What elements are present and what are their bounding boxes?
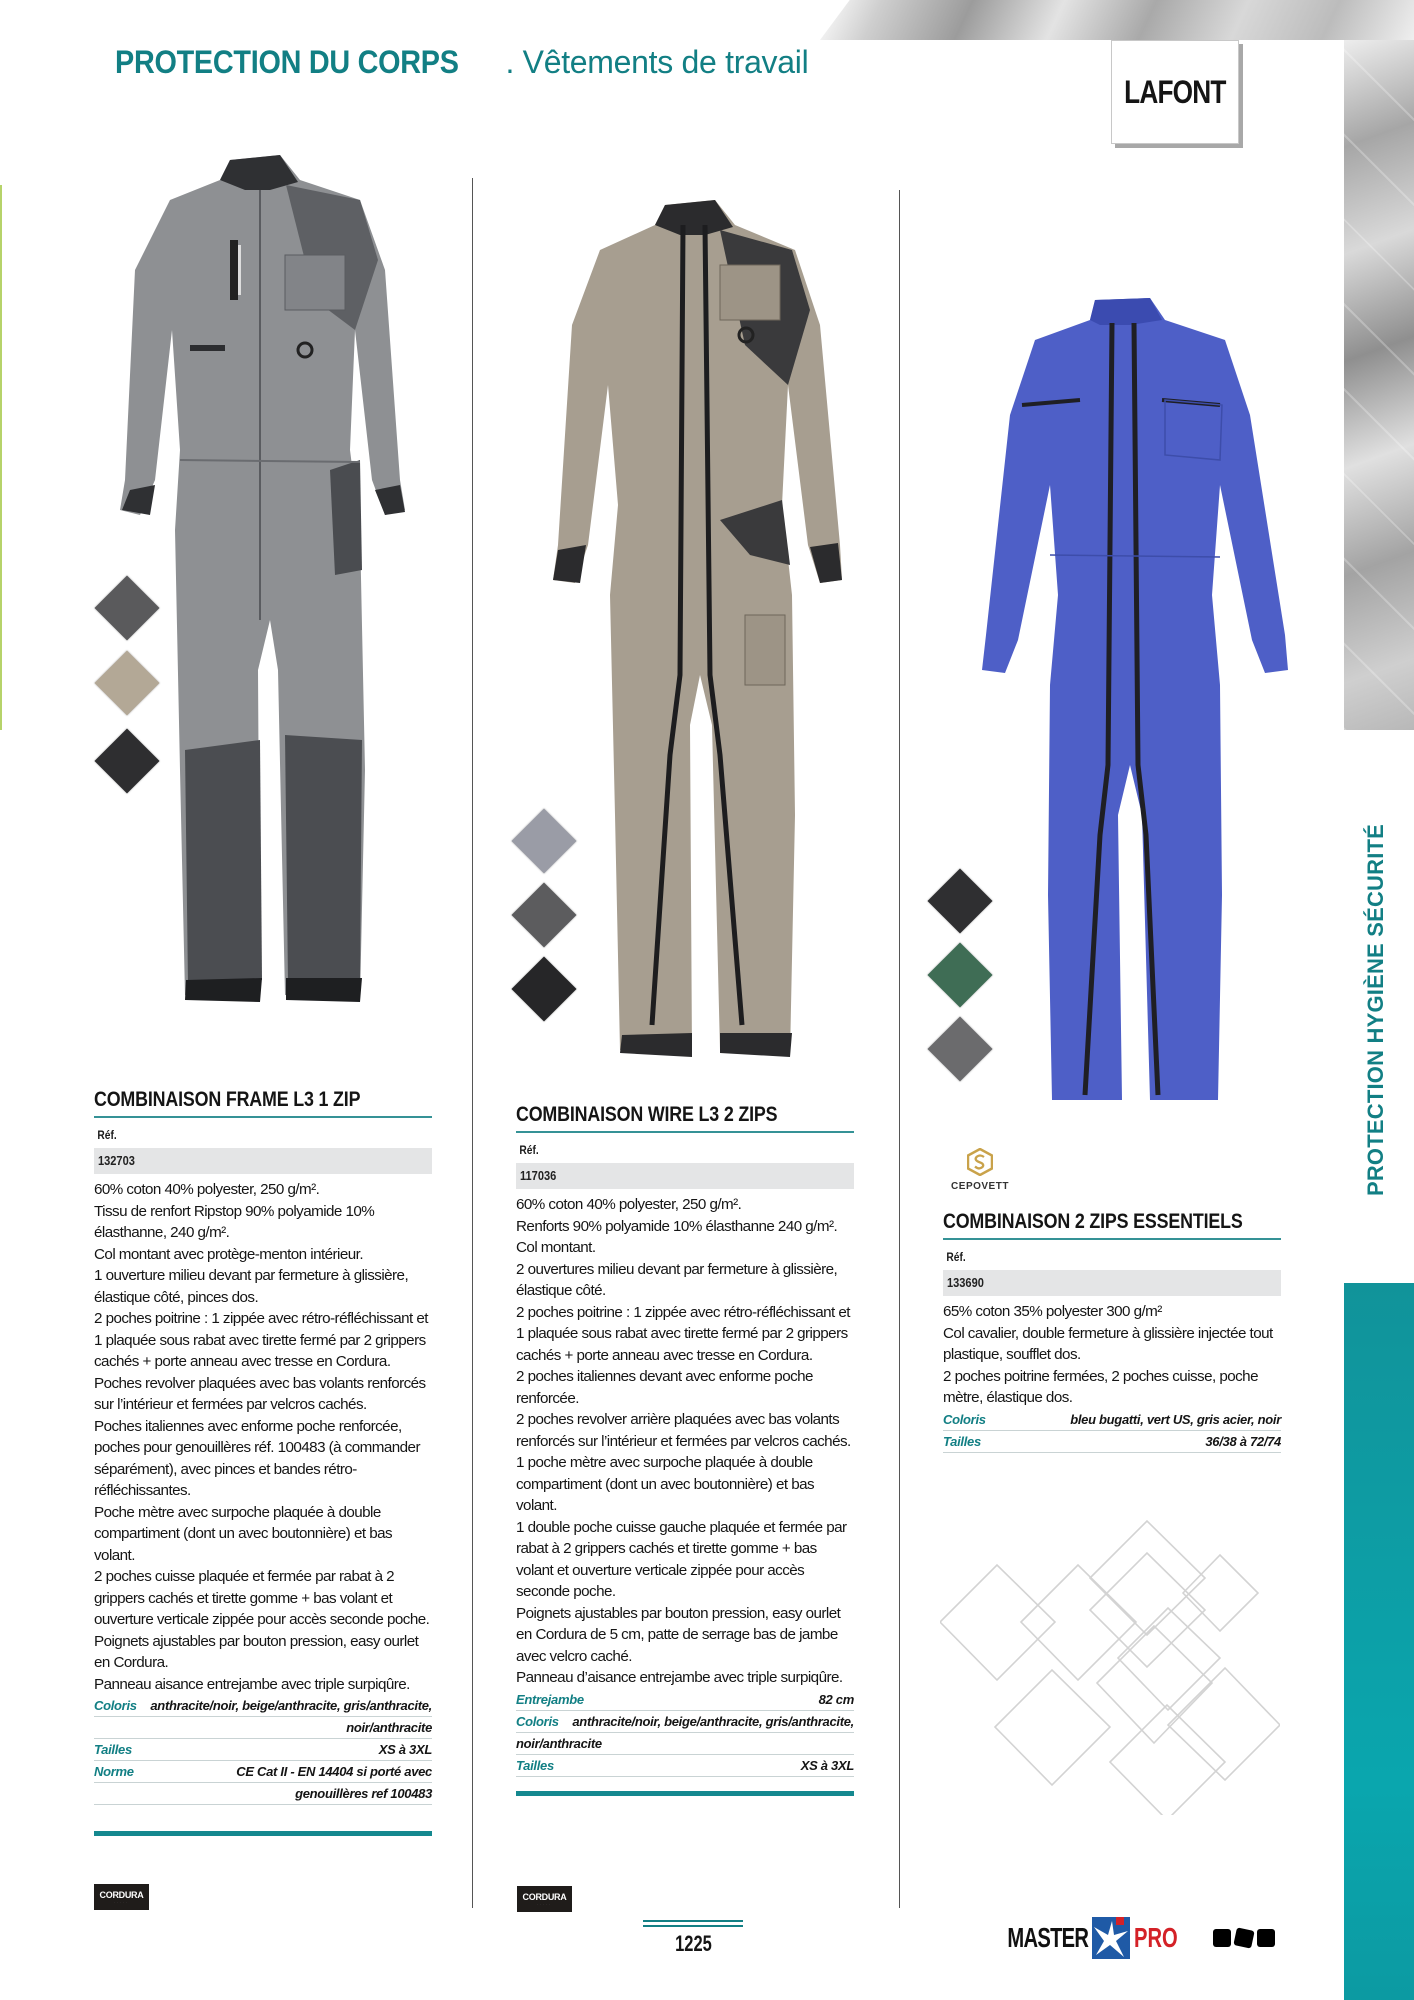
desc-line: 2 poches italiennes devant avec enforme poche renforcée. — [516, 1368, 813, 1407]
desc-line: 2 poches poitrine fermées, 2 poches cuisse, poche mètre, élastique dos. — [943, 1367, 1258, 1406]
product-card-essentiels — [943, 1210, 1281, 1453]
column-divider — [899, 190, 900, 1908]
brand-logo-cepovett — [945, 1148, 1015, 1192]
cordura-subtext: ····· — [114, 1900, 129, 1904]
spec-label: Tailles — [94, 1742, 132, 1757]
ref-label: Réf. — [519, 1143, 539, 1157]
masterpro-star-icon — [1092, 1917, 1130, 1959]
column-divider — [472, 178, 473, 1908]
section-end-bar — [94, 1831, 432, 1836]
ref-value: 117036 — [516, 1163, 854, 1189]
brand-name: LAFONT — [1124, 73, 1226, 110]
desc-line: 65% coton 35% polyester 300 g/m² — [943, 1303, 1162, 1320]
spec-label: Coloris — [943, 1411, 986, 1427]
spec-value: bleu bugatti, vert US, gris acier, noir — [1070, 1411, 1281, 1427]
spec-label: Coloris — [516, 1713, 559, 1729]
cordura-text: CORDURA — [522, 1892, 567, 1902]
spec-label: Entrejambe — [516, 1691, 584, 1707]
desc-line: 1 ouverture milieu devant par fermeture à glissière, élastique côté, pinces dos. — [94, 1267, 409, 1306]
cordura-badge — [517, 1886, 572, 1912]
desc-line: 60% coton 40% polyester, 250 g/m². — [516, 1196, 742, 1213]
brand-logo-lafont — [1111, 40, 1239, 144]
desc-line: Col montant. — [516, 1239, 596, 1256]
product-title: COMBINAISON FRAME L3 1 ZIP — [94, 1088, 361, 1111]
product-title: COMBINAISON 2 ZIPS ESSENTIELS — [943, 1210, 1243, 1233]
product-image-frame-coverall — [110, 150, 410, 1010]
spec-value: 82 cm — [818, 1691, 854, 1707]
brand-blocks-icon — [1213, 1929, 1275, 1947]
spec-coloris-continued: noir/anthracite — [516, 1733, 854, 1755]
desc-line: Panneau d’aisance entrejambe avec triple surpiqûre. — [516, 1669, 843, 1686]
spec-coloris-continued: noir/anthracite — [94, 1717, 432, 1739]
page-number-rule — [643, 1920, 743, 1927]
spec-coloris — [94, 1695, 432, 1717]
masterpro-left-text: MASTER — [1007, 1922, 1089, 1953]
spec-value: CE Cat II - EN 14404 si porté avec — [236, 1764, 432, 1779]
desc-line: Poches revolver plaquées avec bas volants renforcés sur l’intérieur et fermées par velcros cachés. — [94, 1374, 426, 1413]
desc-line: 2 ouvertures milieu devant par fermeture à glissière, élastique côté. — [516, 1260, 838, 1299]
desc-line: 1 poche mètre avec surpoche plaquée à double compartiment (dont un avec boutonnière) et bas volant. — [516, 1454, 815, 1514]
desc-line: Poignets ajustables par bouton pression, easy ourlet en Cordura de 5 cm, patte de serrage bas de jambe avec velcro caché. — [516, 1604, 841, 1665]
product-image-wire-coverall — [520, 195, 850, 1065]
product-card-frame — [94, 1088, 432, 1836]
ref-label: Réf. — [946, 1250, 966, 1264]
cepovett-hex-icon — [967, 1148, 993, 1176]
ref-value: 132703 — [94, 1148, 432, 1174]
masterpro-right-text: PRO — [1134, 1922, 1178, 1953]
spec-coloris — [943, 1409, 1281, 1431]
desc-line: Renforts 90% polyamide 10% élasthanne 240 g/m². — [516, 1217, 838, 1235]
spec-value: 36/38 à 72/74 — [1205, 1433, 1281, 1449]
desc-line: 2 poches poitrine : 1 zippée avec rétro-réfléchissant et 1 plaquée sous rabat avec tirette fermé par 2 grippers cachés + porte anneau avec tresse en Cordura. — [94, 1310, 428, 1370]
section-end-bar — [516, 1791, 854, 1796]
spec-tailles — [943, 1431, 1281, 1453]
desc-line: Panneau aisance entrejambe avec triple surpiqûre. — [94, 1675, 410, 1693]
spec-label: Tailles — [943, 1433, 981, 1449]
desc-line: 2 poches cuisse plaquée et fermée par rabat à 2 grippers cachés et tirette gomme + bas volant et ouverture verticale zippée pour accès seconde poche. — [94, 1568, 430, 1628]
spec-entrejambe — [516, 1689, 854, 1711]
left-edge-line — [0, 185, 2, 730]
spec-label: Coloris — [94, 1698, 137, 1713]
page-title-section: PROTECTION DU CORPS — [115, 44, 459, 80]
header-decoration — [820, 0, 1414, 40]
cordura-badge — [94, 1884, 149, 1910]
desc-line: Col montant avec protège-menton intérieur. — [94, 1245, 363, 1263]
page-title-separator: . — [496, 44, 523, 80]
product-description — [943, 1301, 1281, 1409]
cepovett-name: CEPOVETT — [951, 1181, 1009, 1192]
spec-value: XS à 3XL — [378, 1742, 432, 1757]
page-number-text: 1225 — [674, 1931, 712, 1956]
page-title — [115, 44, 808, 81]
spec-tailles — [94, 1739, 432, 1761]
spec-value: XS à 3XL — [800, 1757, 854, 1773]
desc-line: 2 poches revolver arrière plaquées avec bas volants renforcés sur l’intérieur et fermées par velcros cachés. — [516, 1411, 851, 1450]
cordura-subtext: ····· — [537, 1902, 552, 1906]
page-number — [643, 1920, 743, 1957]
spec-norme — [94, 1761, 432, 1783]
ref-value: 133690 — [943, 1270, 1281, 1296]
desc-line: 2 poches poitrine : 1 zippée avec rétro-réfléchissant et 1 plaquée sous rabat avec tirette fermé par 2 grippers cachés + porte anneau avec tresse en Cordura. — [516, 1303, 850, 1364]
masterpro-logo — [976, 1917, 1275, 1959]
page-title-subsection: Vêtements de travail — [522, 44, 809, 80]
side-category-text: PROTECTION HYGIÈNE SÉCURITÉ — [1363, 823, 1389, 1197]
desc-line: Poignets ajustables par bouton pression, easy ourlet en Cordura. — [94, 1632, 419, 1671]
product-title: COMBINAISON WIRE L3 2 ZIPS — [516, 1103, 778, 1126]
spec-label: Tailles — [516, 1757, 554, 1773]
cordura-text: CORDURA — [99, 1890, 144, 1900]
desc-line: Col cavalier, double fermeture à glissière injectée tout plastique, soufflet dos. — [943, 1324, 1273, 1363]
product-image-essentiels-coverall — [950, 295, 1290, 1110]
product-description — [516, 1194, 854, 1689]
desc-line: Poche mètre avec surpoche plaquée à double compartiment (dont un avec boutonnière) et bas volant. — [94, 1503, 393, 1564]
spec-coloris — [516, 1711, 854, 1733]
desc-line: 60% coton 40% polyester, 250 g/m². — [94, 1181, 320, 1198]
desc-line: Tissu de renfort Ripstop 90% polyamide 10% élasthanne, 240 g/m². — [94, 1202, 375, 1241]
spec-label: Norme — [94, 1764, 134, 1779]
side-teal-bar — [1344, 1283, 1414, 2000]
spec-tailles — [516, 1755, 854, 1777]
desc-line: 1 double poche cuisse gauche plaquée et fermée par rabat à 2 grippers cachés et tirette gomme + bas volant et ouverture verticale zippée pour accès seconde poche. — [516, 1518, 847, 1600]
product-description — [94, 1179, 432, 1695]
decorative-diamond-pattern — [940, 1515, 1280, 1815]
spec-norme-continued: genouillères ref 100483 — [94, 1783, 432, 1805]
side-decoration — [1344, 40, 1414, 730]
ref-label: Réf. — [97, 1128, 117, 1142]
product-card-wire — [516, 1103, 854, 1796]
desc-line: Poches italiennes avec enforme poche renforcée, poches pour genouillères réf. 100483 (à commander séparément), avec pinces et bandes rétro-réfléchissantes. — [94, 1417, 420, 1499]
spec-value: anthracite/noir, beige/anthracite, gris/anthracite, — [150, 1698, 432, 1713]
spec-value: anthracite/noir, beige/anthracite, gris/anthracite, — [572, 1713, 854, 1729]
side-category-label — [1356, 800, 1396, 1220]
